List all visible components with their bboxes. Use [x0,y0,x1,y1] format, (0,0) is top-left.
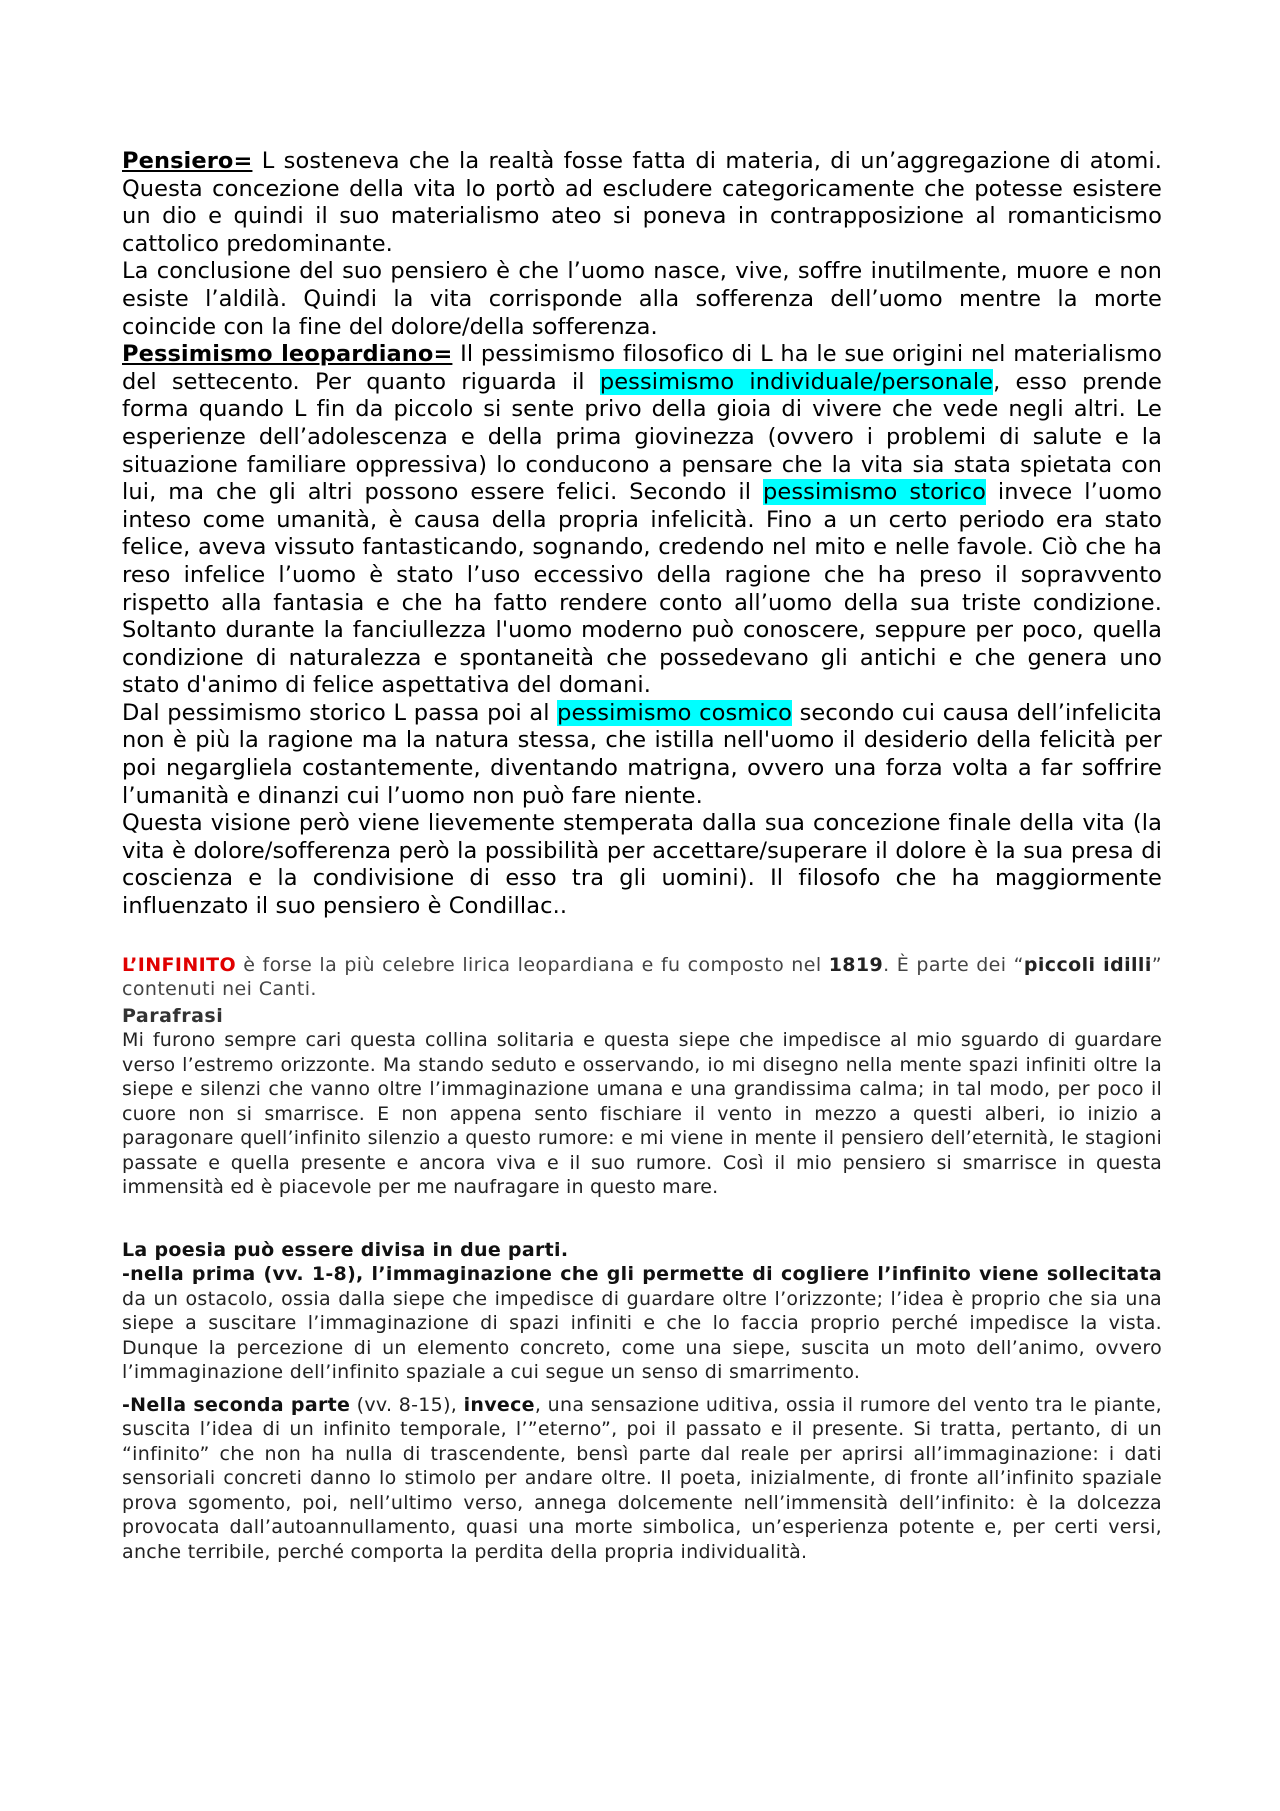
cosmico-paragraph: Dal pessimismo storico L passa poi al pessimismo cosmico secondo cui causa dell’infelicita non è più la ragione ma la natura stessa, che istilla nell'uomo il desiderio della felicità per poi negargliela costantemente, diventando matrigna, ovvero una forza volta a far soffrire l’umanità e dinanzi cui l’uomo non può fare niente. [122,699,1163,809]
analisi-part2: -Nella seconda parte (vv. 8-15), invece, una sensazione uditiva, ossia il rumore del vento tra le piante, suscita l’idea di un infinito temporale, l’”eterno”, poi il passato e il presente. Si tratta, pertanto, di un “infinito” che non ha nulla di trascendente, bensì parte dal reale per aprirsi all’immaginazione: i dati sensoriali concreti danno lo stimolo per andare oltre. Il poeta, inizialmente, di fronte all’infinito spaziale prova sgomento, poi, nell’ultimo verso, annega dolcemente nell’immensità dell’infinito: è la dolcezza provocata dall’autoannullamento, quasi una morte simbolica, un’esperienza potente e, per certi versi, anche terribile, perché comporta la perdita della propria individualità. [122,1393,1162,1563]
pensiero-text: L sosteneva che la realtà fosse fatta di materia, di un’aggregazione di atomi. Questa concezione della vita lo portò ad escludere categoricamente che potesse esistere un dio e quindi il suo materialismo ateo si poneva in contrapposizione al romanticismo cattolico predominante. [122,148,1162,257]
highlight-pessimismo-individuale: pessimismo individuale/personale [599,368,994,395]
pessimismo-heading: Pessimismo leopardiano= [122,341,453,368]
pensiero-paragraph [122,148,1162,258]
piccoli-idilli: piccoli idilli [1023,953,1152,976]
pensiero-section [122,148,1162,921]
pensiero-conclusion: La conclusione del suo pensiero è che l’uomo nasce, vive, soffre inutilmente, muore e non esiste l’aldilà. Quindi la vita corrisponde alla sofferenza dell’uomo mentre la morte coincide con la fine del dolore/della sofferenza. [122,258,1162,340]
analisi-section [122,1238,1162,1565]
analisi-part1: -nella prima (vv. 1-8), l’immaginazione che gli permette di cogliere l’infinito viene sollecitata da un ostacolo, ossia dalla siepe che impedisce di guardare oltre l’orizzonte; l’idea è proprio che sia una siepe a suscitare l’immaginazione di spazi infiniti e che lo faccia proprio perché impedisce la vista. Dunque la percezione di un elemento concreto, come una siepe, suscita un moto dell’animo, ovvero l’immaginazione dell’infinito spaziale a cui segue un senso di smarrimento. [122,1263,1162,1384]
document-page [122,148,1162,1564]
parafrasi-text: Mi furono sempre cari questa collina solitaria e questa siepe che impedisce al mio sguardo di guardare verso l’estremo orizzonte. Ma stando seduto e osservando, io mi disegno nella mente spazi infiniti oltre la siepe e silenzi che vanno oltre l’immaginazione umana e una grandissima calma; in tal modo, per poco il cuore non si smarrisce. E non appena sento fischiare il vento in mezzo a questi alberi, io inizio a paragonare quell’infinito silenzio a questo rumore: e mi viene in mente il pensiero dell’eternità, le stagioni passate e quella presente e ancora viva e il suo rumore. Così il mio pensiero si smarrisce in questa immensità ed è piacevole per me naufragare in questo mare. [122,1029,1162,1199]
visione-paragraph: Questa visione però viene lievemente stemperata dalla sua concezione finale della vita (la vita è dolore/sofferenza però la possibilità per accettare/superare il dolore è la sua presa di coscienza e la condivisione di esso tra gli uomini). Il filosofo che ha maggiormente influenzato il suo pensiero è Condillac.. [122,810,1162,920]
infinito-title: L’INFINITO [122,953,237,976]
infinito-section [122,953,1162,1200]
analisi-heading: La poesia può essere divisa in due parti. [122,1238,569,1261]
parafrasi-heading: Parafrasi [122,1004,224,1027]
pessimismo-paragraph: Pessimismo leopardiano= Il pessimismo filosofico di L ha le sue origini nel materialismo del settecento. Per quanto riguarda il pessimismo individuale/personale, esso prende forma quando L fin da piccolo si sente privo della gioia di vivere che vede negli altri. Le esperienze dell’adolescenza e della prima giovinezza (ovvero i problemi di salute e la situazione familiare oppressiva) lo conducono a pensare che la vita sia stata spietata con lui, ma che gli altri possono essere felici. Secondo il pessimismo storico invece l’uomo inteso come umanità, è causa della propria infelicità. Fino a un certo periodo era stato felice, aveva vissuto fantasticando, sognando, credendo nel mito e nelle favole. Ciò che ha reso infelice l’uomo è stato l’uso eccessivo della ragione che ha preso il sopravvento rispetto alla fantasia e che ha fatto rendere conto all’uomo della sua triste condizione. Soltanto durante la fanciullezza l'uomo moderno può conoscere, seppure per poco, quella condizione di naturalezza e spontaneità che possedevano gli antichi e che genera uno stato d'animo di felice aspettativa del domani. [122,341,1163,699]
infinito-intro: L’INFINITO è forse la più celebre lirica leopardiana e fu composto nel 1819. È parte dei “piccoli idilli” contenuti nei Canti. [122,953,1162,1001]
highlight-pessimismo-cosmico: pessimismo cosmico [557,699,793,726]
infinito-year: 1819 [828,953,884,976]
pensiero-heading: Pensiero= [122,148,253,174]
highlight-pessimismo-storico: pessimismo storico [763,479,986,506]
